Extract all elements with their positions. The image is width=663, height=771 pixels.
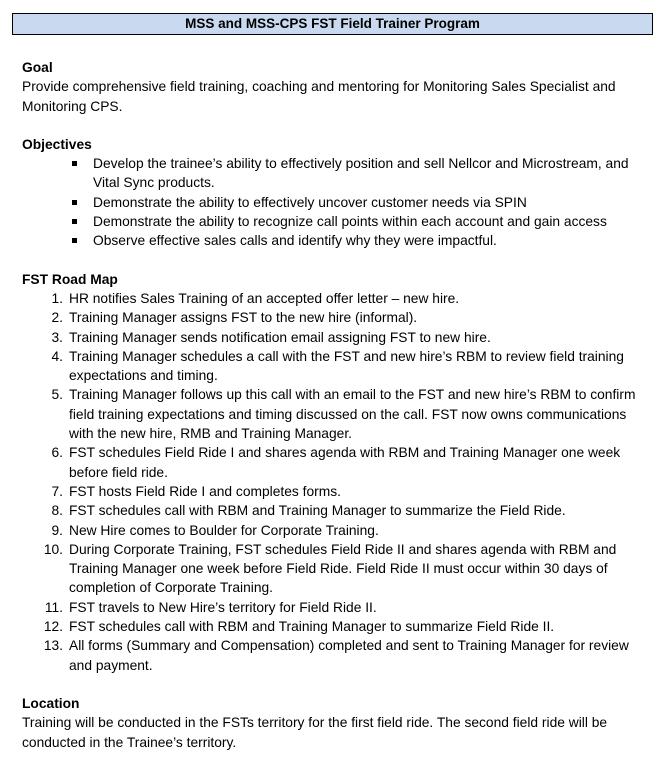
step-number: 11. bbox=[44, 599, 63, 615]
list-item bbox=[22, 347, 652, 386]
list-item bbox=[70, 231, 652, 250]
page-title: MSS and MSS-CPS FST Field Trainer Program bbox=[12, 13, 653, 35]
step-text: FST schedules Field Ride I and shares agenda with RBM and Training Manager one week before field ride. bbox=[69, 445, 621, 480]
list-item bbox=[22, 540, 652, 598]
list-item bbox=[22, 385, 652, 443]
objective-text: Demonstrate the ability to effectively uncover customer needs via SPIN bbox=[93, 194, 527, 210]
step-text: New Hire comes to Boulder for Corporate Training. bbox=[69, 522, 379, 538]
step-text: FST schedules call with RBM and Training Manager to summarize Field Ride II. bbox=[69, 619, 555, 635]
step-number: 13. bbox=[43, 638, 63, 654]
roadmap-section bbox=[22, 270, 652, 675]
document-body bbox=[22, 58, 652, 771]
list-item bbox=[70, 193, 652, 212]
list-item bbox=[22, 501, 652, 520]
step-number: 5. bbox=[51, 387, 63, 403]
location-text: Training will be conducted in the FSTs territory for the first field ride. The second field ride will be conducted in the Trainee’s territory. bbox=[22, 715, 608, 750]
step-text: All forms (Summary and Compensation) completed and sent to Training Manager for review and payment. bbox=[69, 638, 629, 673]
step-number: 1. bbox=[51, 290, 63, 306]
square-bullet-icon bbox=[72, 238, 77, 243]
objectives-section bbox=[22, 135, 652, 251]
step-number: 8. bbox=[51, 503, 63, 519]
step-number: 7. bbox=[51, 483, 63, 499]
step-text: Training Manager follows up this call with an email to the FST and new hire’s RBM to confirm field training expectations and timing discussed on the call. FST now owns communications with the new hire, RMB and Training Manager. bbox=[69, 387, 636, 442]
goal-section bbox=[22, 58, 652, 116]
square-bullet-icon bbox=[72, 161, 77, 166]
list-item bbox=[22, 443, 652, 482]
step-number: 3. bbox=[51, 329, 63, 345]
location-section bbox=[22, 694, 652, 752]
step-number: 10. bbox=[43, 541, 63, 557]
objective-text: Develop the trainee’s ability to effectively position and sell Nellcor and Microstream, and Vital Sync products. bbox=[93, 156, 629, 191]
step-text: FST schedules call with RBM and Training Manager to summarize the Field Ride. bbox=[69, 503, 566, 519]
goal-heading: Goal bbox=[22, 60, 53, 75]
list-item bbox=[22, 636, 652, 675]
list-item bbox=[70, 212, 652, 231]
step-number: 4. bbox=[51, 348, 63, 364]
objectives-heading: Objectives bbox=[22, 136, 92, 152]
list-item bbox=[22, 617, 652, 636]
objective-text: Observe effective sales calls and identify why they were impactful. bbox=[93, 233, 497, 249]
list-item bbox=[22, 598, 652, 617]
list-item bbox=[22, 328, 652, 347]
roadmap-heading: FST Road Map bbox=[22, 271, 118, 287]
step-number: 6. bbox=[51, 445, 63, 461]
step-number: 9. bbox=[51, 522, 63, 538]
step-text: FST hosts Field Ride I and completes forms. bbox=[69, 483, 341, 499]
square-bullet-icon bbox=[72, 200, 77, 205]
list-item bbox=[22, 308, 652, 327]
goal-text: Provide comprehensive field training, coaching and mentoring for Monitoring Sales Specialist and Monitoring CPS. bbox=[22, 79, 616, 114]
objectives-list bbox=[22, 154, 652, 250]
step-text: Training Manager assigns FST to the new hire (informal). bbox=[69, 310, 418, 326]
objective-text: Demonstrate the ability to recognize call points within each account and gain access bbox=[93, 214, 607, 230]
location-heading: Location bbox=[22, 695, 80, 711]
list-item bbox=[70, 154, 652, 193]
step-number: 12. bbox=[43, 619, 63, 635]
list-item bbox=[22, 289, 652, 308]
step-number: 2. bbox=[51, 310, 63, 326]
list-item bbox=[22, 521, 652, 540]
step-text: Training Manager schedules a call with the FST and new hire’s RBM to review field training expectations and timing. bbox=[69, 348, 624, 384]
square-bullet-icon bbox=[72, 219, 77, 224]
step-text: FST travels to New Hire’s territory for Field Ride II. bbox=[69, 599, 377, 615]
roadmap-list bbox=[22, 289, 652, 675]
step-text: During Corporate Training, FST schedules Field Ride II and shares agenda with RBM and Training Manager one week before Field Ride. Field Ride II must occur within 30 days of completion of Corporate Training. bbox=[69, 541, 617, 596]
step-text: HR notifies Sales Training of an accepted offer letter – new hire. bbox=[69, 290, 460, 306]
list-item bbox=[22, 482, 652, 501]
step-text: Training Manager sends notification email assigning FST to new hire. bbox=[69, 329, 491, 345]
